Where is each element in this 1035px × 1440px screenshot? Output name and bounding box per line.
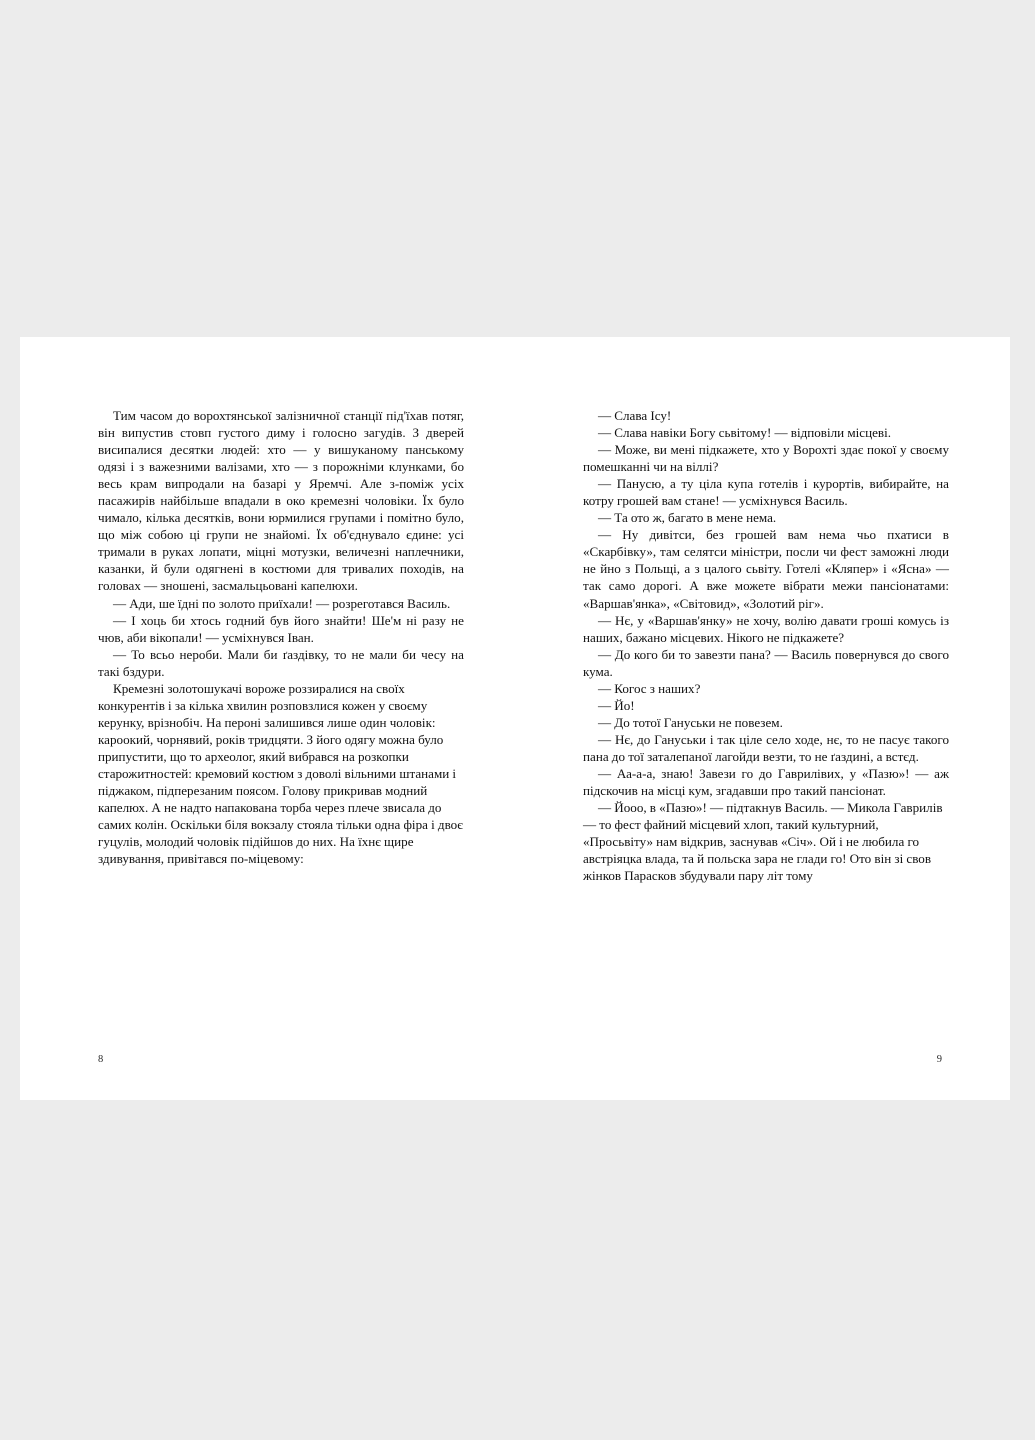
- left-page-textblock: [98, 407, 464, 867]
- paragraph: — Йо!: [598, 697, 635, 713]
- paragraph: — Ади, ше їдні по золото приїхали! — розреготався Василь.: [113, 595, 451, 611]
- paragraph: — Може, ви мені підкажете, хто у Ворохті здає покої у своєму помешканні чи на віллі?: [583, 442, 949, 475]
- page-right: [515, 337, 1010, 1100]
- paragraph: — То всьо нероби. Мали би ґаздівку, то не мали би чесу на такі бздури.: [98, 646, 464, 679]
- paragraph: — Аа-а-а, знаю! Завези го до Гаврилівих, у «Пазю»! — аж підскочив на місці кум, згадавши про такий пансіонат.: [583, 765, 949, 799]
- paragraph: — Ну дивітси, без грошей вам нема чьо пхатиси в «Скарбівку», там селятси міністри, посли чи фест заможні люди не йно з Польщі, а з цалого сьвіту. Готелі «Кляпер» і «Ясна» — так само дорогі. А вже можете вібрати межи пансіонатами: «Варшав'янка», «Світовид», «Золотий ріг».: [583, 527, 949, 611]
- page-number-right: 9: [936, 1054, 942, 1065]
- paragraph: Кремезні золотошукачі вороже роззиралися на своїх конкурентів і за кілька хвилин розповзлися кожен у своєму керунку, врізнобіч. На пероні залишився лише один чоловік: кароокий, чорнявий, років тридцяти. З його одягу можна було припустити, що то археолог, який вибрався на розкопки старожитностей: кремовий костюм з доволі вільними штанами і піджаком, підперезаним поясом. Голову прикривав модний капелюх. А не надто напакована торба через плече звисала до самих колін. Оскільки біля вокзалу стояла тільки одна фіра і двоє гуцулів, молодий чоловік підійшов до них. На їхнє щире здивування, привітався по-міцевому:: [98, 680, 463, 867]
- paragraph: — Слава Ісу!: [598, 408, 672, 423]
- page-left: [20, 337, 515, 1100]
- paragraph: — До кого би то завезти пана? — Василь повернувся до свого кума.: [583, 646, 949, 679]
- book-page-sheet: [20, 337, 1010, 1100]
- paragraph: — До тотої Гануськи не повезем.: [598, 714, 783, 730]
- paragraph: — Нє, у «Варшав'янку» не хочу, волію давати гроші комусь із наших, бажано місцевих. Нікого не підкажете?: [583, 612, 949, 645]
- book-spread: [20, 337, 1010, 1100]
- paragraph: — Йооо, в «Пазю»! — підтакнув Василь. — Микола Гаврилів — то фест файний місцевий хлоп, такий культурний, «Просьвіту» нам відкрив, заснував «Січ». Ой і не любила го австріяцка влада, та й польска зара не глади го! Ото він зі свов жінков Парасков збудували пару літ тому: [583, 800, 943, 884]
- right-page-textblock: [583, 407, 949, 884]
- paragraph: — Когос з наших?: [598, 680, 701, 696]
- paragraph: — І хоць би хтось годний був його знайти! Ше'м ні разу не чюв, аби вікопали! — усміхнувся Іван.: [98, 612, 464, 645]
- paragraph: — Та ото ж, багато в мене нема.: [598, 510, 777, 526]
- paragraph: — Панусю, а ту ціла купа готелів і курортів, вибирайте, на котру грошей вам стане! — усміхнувся Василь.: [583, 476, 949, 509]
- paragraph: — Нє, до Гануськи і так ціле село ходе, нє, то не пасує такого пана до тої заталепаної лагойди везти, то не ґаздині, а встєд.: [583, 731, 949, 764]
- paragraph: — Слава навіки Богу сьвітому! — відповіли місцеві.: [598, 425, 891, 441]
- paragraph: Тим часом до ворохтянської залізничної станції під'їхав потяг, він випустив стовп густого диму і голосно загудів. З дверей висипалися десятки людей: хто — у вишуканому панському одязі і з важезними валізами, хто — з порожніми клунками, бо весь крам випродали на базарі у Яремчі. Але з-поміж усіх пасажирів найбільше впадали в око кремезні чоловіки. Їх було чимало, кілька десятків, вони юрмилися групами і помітно було, що між собою ці групи не знайомі. Їх об'єднувало єдине: усі тримали в руках лопати, міцні мотузки, величезні наплечники, казанки, й були одягнені в костюми для тривалих походів, на головах — зношені, засмальцьовані капелюхи.: [98, 408, 464, 594]
- page-number-left: 8: [98, 1054, 104, 1065]
